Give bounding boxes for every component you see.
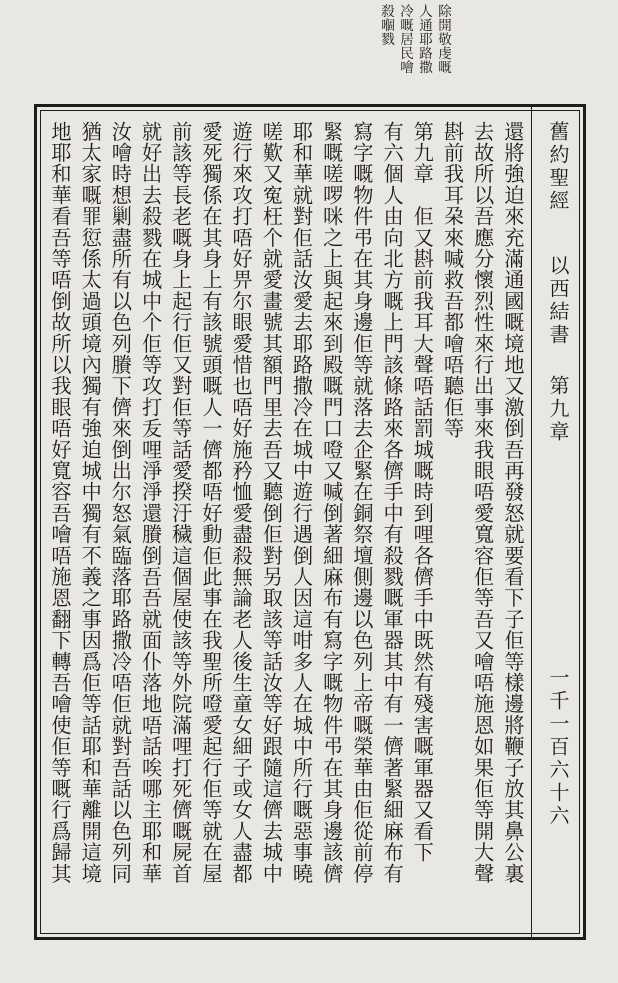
chapter-heading-column: 第九章 佢又斟前我耳大聲唔話罰城嘅時到哩各儕手中既然有殘害嘅軍器又看下 <box>410 121 435 863</box>
text-column: 愛死獨係在其身上有該號頭嘅人一儕都唔好動佢此事在我聖所噔愛起行佢等就在屋 <box>198 121 223 885</box>
text-column: 汝噲時想剿盡所有以色列賸下儕來倒出尔怒氣臨落耶路撒冷唔佢就對吾話以色列同 <box>108 121 133 885</box>
text-column: 嗟歎又寃枉个就愛畫號其額門里去吾又聽倒佢對另取該等話汝等好跟隨這儕去城中 <box>259 121 284 885</box>
text-column: 遊行來攻打唔好畀尔眼愛惜也唔好施矜恤愛盡殺無論老人後生童女細子或女人盡都 <box>229 121 254 885</box>
page-frame <box>34 104 586 940</box>
running-header <box>531 107 583 937</box>
marginal-notes <box>378 4 450 96</box>
book-title: 舊約聖經 <box>546 121 570 213</box>
text-column: 去故所以吾應分懷烈性來行出事來我眼唔愛寬容佢等吾又噲唔施恩如果佢等開大聲 <box>470 121 495 885</box>
text-column: 緊嘅嗟啰咪之上與起來到殿嘅門口噔又喊倒著細麻布有寫字嘅物件弔在其身邊該儕 <box>319 121 344 885</box>
marginal-note: 人通耶路撒 <box>416 4 432 74</box>
marginal-note: 殺嗰戮 <box>378 4 394 46</box>
chapter-label: 第九章 <box>546 375 570 444</box>
text-column: 有六個人由向北方嘅上門該條路來各儕手中有殺戮嘅軍器其中有一儕著緊細麻布有 <box>380 121 405 885</box>
text-column: 寫字嘅物件弔在其身邊佢等就落去企緊在銅祭壇側邊以色列上帝嘅榮華由佢從前停 <box>349 121 374 885</box>
text-column: 地耶和華看吾等唔倒故所以我眼唔好寬容吾噲唔施恩翻下轉吾噲使佢等嘅行爲歸其 <box>48 121 72 885</box>
text-column: 還將強迫來充滿通國嘅境地又激倒吾再發怒就要看下子佢等樣邊將鞭子放其鼻公裏 <box>500 121 525 885</box>
text-column: 斟前我耳朶來喊救吾都噲唔聽佢等 <box>440 121 465 439</box>
text-column: 耶和華就對佢話汝愛去耶路撒冷在城中遊行遇倒人因這咁多人在城中所行嘅惡事曉 <box>289 121 314 885</box>
page-number: 一千一百六十六 <box>546 667 570 828</box>
text-body <box>47 121 525 919</box>
text-column: 前該等長老嘅身上起行佢又對佢等話愛揆汙穢這個屋使該等外院滿哩打死儕嘅屍首 <box>168 121 193 885</box>
text-column: 就好出去殺戮在城中个佢等攻打叐哩淨淨還賸倒吾吾就面仆落地唔話唉哪主耶和華 <box>138 121 163 885</box>
marginal-note: 冷嘅居民噲 <box>397 4 413 74</box>
marginal-note: 除開敬虔嘅 <box>435 4 451 74</box>
book-name: 以西結書 <box>546 255 570 347</box>
text-column: 猶太家嘅罪愆係太過頭境內獨有強迫城中獨有不義之事因爲佢等話耶和華離開這境 <box>78 121 103 885</box>
